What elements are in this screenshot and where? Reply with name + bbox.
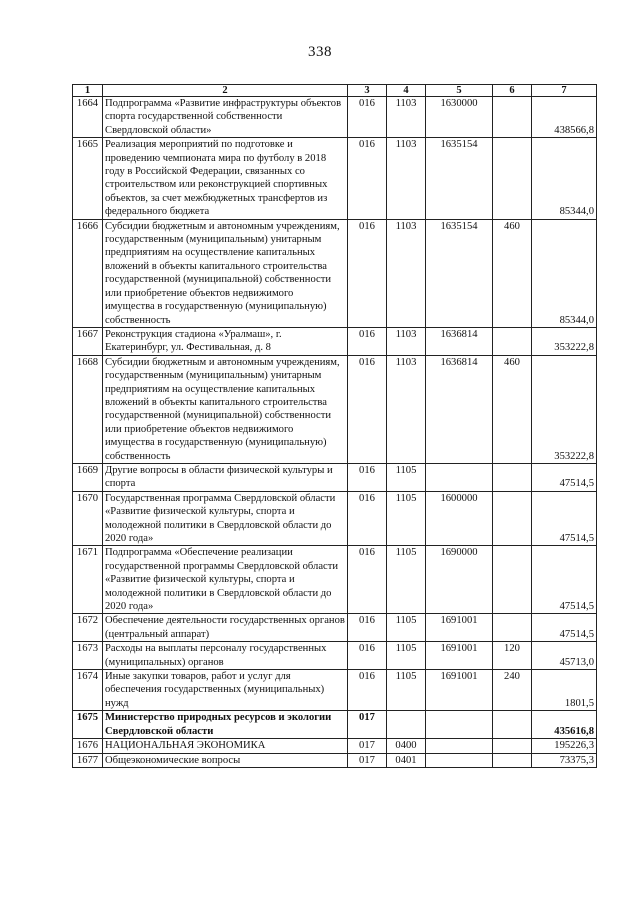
row-amount-cell: 47514,5	[532, 463, 597, 491]
row-expense-type-cell	[493, 97, 532, 138]
table-row	[73, 327, 597, 355]
budget-table	[72, 84, 597, 768]
row-number-cell: 1672	[73, 614, 103, 642]
header-col-2: 2	[103, 85, 348, 97]
row-amount-cell: 85344,0	[532, 138, 597, 219]
row-expense-type-cell	[493, 711, 532, 739]
row-ministry-code-cell: 016	[348, 670, 387, 711]
header-col-1: 1	[73, 85, 103, 97]
row-ministry-code-cell: 016	[348, 138, 387, 219]
row-section-code-cell: 1105	[387, 670, 426, 711]
row-target-code-cell: 1636814	[426, 355, 493, 463]
table-row	[73, 491, 597, 546]
row-target-code-cell	[426, 463, 493, 491]
row-expense-type-cell: 460	[493, 355, 532, 463]
row-amount-cell: 195226,3	[532, 739, 597, 753]
row-number-cell: 1664	[73, 97, 103, 138]
row-amount-cell: 47514,5	[532, 614, 597, 642]
row-number-cell: 1676	[73, 739, 103, 753]
row-amount-cell: 47514,5	[532, 546, 597, 614]
table-row	[73, 711, 597, 739]
row-ministry-code-cell: 017	[348, 711, 387, 739]
row-name-cell: Подпрограмма «Развитие инфраструктуры объектов спорта государственной собственности Свердловской области»	[103, 97, 348, 138]
row-target-code-cell: 1636814	[426, 327, 493, 355]
table-row	[73, 463, 597, 491]
table-body	[73, 97, 597, 768]
table-row	[73, 138, 597, 219]
row-ministry-code-cell: 016	[348, 642, 387, 670]
row-number-cell: 1669	[73, 463, 103, 491]
row-target-code-cell: 1691001	[426, 614, 493, 642]
row-expense-type-cell	[493, 753, 532, 767]
row-name-cell: Министерство природных ресурсов и экологии Свердловской области	[103, 711, 348, 739]
row-ministry-code-cell: 016	[348, 614, 387, 642]
header-col-7: 7	[532, 85, 597, 97]
row-expense-type-cell	[493, 614, 532, 642]
row-name-cell: Иные закупки товаров, работ и услуг для обеспечения государственных (муниципальных) нужд	[103, 670, 348, 711]
row-section-code-cell: 1105	[387, 546, 426, 614]
row-target-code-cell: 1635154	[426, 138, 493, 219]
header-col-5: 5	[426, 85, 493, 97]
row-ministry-code-cell: 016	[348, 463, 387, 491]
row-target-code-cell: 1691001	[426, 642, 493, 670]
row-number-cell: 1666	[73, 219, 103, 327]
row-expense-type-cell	[493, 327, 532, 355]
row-number-cell: 1665	[73, 138, 103, 219]
row-section-code-cell: 1103	[387, 327, 426, 355]
row-ministry-code-cell: 016	[348, 491, 387, 546]
row-name-cell: Государственная программа Свердловской области «Развитие физической культуры, спорта и молодежной политики в Свердловской области до 2020 года»	[103, 491, 348, 546]
header-col-6: 6	[493, 85, 532, 97]
row-amount-cell: 1801,5	[532, 670, 597, 711]
row-number-cell: 1677	[73, 753, 103, 767]
row-target-code-cell	[426, 739, 493, 753]
row-section-code-cell: 1105	[387, 491, 426, 546]
row-amount-cell: 85344,0	[532, 219, 597, 327]
row-target-code-cell: 1635154	[426, 219, 493, 327]
row-section-code-cell: 1103	[387, 97, 426, 138]
row-name-cell: Субсидии бюджетным и автономным учреждениям, государственным (муниципальным) унитарным предприятиям на осуществление капитальных вложений в объекты капитального строительства государственной (муниципальной) собственности или приобретение объектов недвижимого имущества в государственную (муниципальную) собственность	[103, 219, 348, 327]
row-amount-cell: 438566,8	[532, 97, 597, 138]
row-ministry-code-cell: 016	[348, 546, 387, 614]
row-name-cell: Субсидии бюджетным и автономным учреждениям, государственным (муниципальным) унитарным предприятиям на осуществление капитальных вложений в объекты капитального строительства государственной (муниципальной) собственности или приобретение объектов недвижимого имущества в государственную (муниципальную) собственность	[103, 355, 348, 463]
row-section-code-cell: 1103	[387, 219, 426, 327]
row-target-code-cell: 1630000	[426, 97, 493, 138]
row-number-cell: 1670	[73, 491, 103, 546]
row-expense-type-cell	[493, 463, 532, 491]
row-name-cell: Обеспечение деятельности государственных органов (центральный аппарат)	[103, 614, 348, 642]
row-name-cell: Другие вопросы в области физической культуры и спорта	[103, 463, 348, 491]
row-number-cell: 1667	[73, 327, 103, 355]
row-section-code-cell: 1103	[387, 355, 426, 463]
row-number-cell: 1673	[73, 642, 103, 670]
row-ministry-code-cell: 017	[348, 739, 387, 753]
row-expense-type-cell	[493, 491, 532, 546]
row-section-code-cell: 1103	[387, 138, 426, 219]
row-ministry-code-cell: 017	[348, 753, 387, 767]
table-row	[73, 614, 597, 642]
header-row	[73, 85, 597, 97]
row-ministry-code-cell: 016	[348, 355, 387, 463]
row-number-cell: 1675	[73, 711, 103, 739]
row-expense-type-cell: 240	[493, 670, 532, 711]
row-expense-type-cell: 460	[493, 219, 532, 327]
table-row	[73, 355, 597, 463]
row-ministry-code-cell: 016	[348, 219, 387, 327]
row-section-code-cell: 1105	[387, 614, 426, 642]
row-amount-cell: 47514,5	[532, 491, 597, 546]
row-section-code-cell: 1105	[387, 642, 426, 670]
row-amount-cell: 73375,3	[532, 753, 597, 767]
row-section-code-cell: 0400	[387, 739, 426, 753]
row-name-cell: Общеэкономические вопросы	[103, 753, 348, 767]
row-name-cell: Реализация мероприятий по подготовке и проведению чемпионата мира по футболу в 2018 году в Российской Федерации, связанных со строительством или реконструкцией спортивных объектов, за счет межбюджетных трансфертов из федерального бюджета	[103, 138, 348, 219]
row-amount-cell: 435616,8	[532, 711, 597, 739]
row-number-cell: 1671	[73, 546, 103, 614]
table-row	[73, 739, 597, 753]
row-target-code-cell: 1691001	[426, 670, 493, 711]
table-row	[73, 753, 597, 767]
row-number-cell: 1674	[73, 670, 103, 711]
table-header	[73, 85, 597, 97]
row-expense-type-cell	[493, 739, 532, 753]
row-ministry-code-cell: 016	[348, 97, 387, 138]
header-col-3: 3	[348, 85, 387, 97]
row-section-code-cell	[387, 711, 426, 739]
row-name-cell: Подпрограмма «Обеспечение реализации государственной программы Свердловской области «Развитие физической культуры, спорта и молодежной политики в Свердловской области до 2020 года»	[103, 546, 348, 614]
row-ministry-code-cell: 016	[348, 327, 387, 355]
row-target-code-cell: 1690000	[426, 546, 493, 614]
row-expense-type-cell: 120	[493, 642, 532, 670]
row-target-code-cell	[426, 711, 493, 739]
table-row	[73, 642, 597, 670]
table-row	[73, 219, 597, 327]
row-name-cell: НАЦИОНАЛЬНАЯ ЭКОНОМИКА	[103, 739, 348, 753]
row-amount-cell: 353222,8	[532, 355, 597, 463]
row-expense-type-cell	[493, 138, 532, 219]
table-row	[73, 546, 597, 614]
header-col-4: 4	[387, 85, 426, 97]
row-name-cell: Реконструкция стадиона «Уралмаш», г. Екатеринбург, ул. Фестивальная, д. 8	[103, 327, 348, 355]
table-row	[73, 670, 597, 711]
row-expense-type-cell	[493, 546, 532, 614]
row-amount-cell: 45713,0	[532, 642, 597, 670]
row-amount-cell: 353222,8	[532, 327, 597, 355]
row-section-code-cell: 1105	[387, 463, 426, 491]
row-number-cell: 1668	[73, 355, 103, 463]
page-number: 338	[308, 44, 332, 60]
table-row	[73, 97, 597, 138]
row-name-cell: Расходы на выплаты персоналу государственных (муниципальных) органов	[103, 642, 348, 670]
row-section-code-cell: 0401	[387, 753, 426, 767]
row-target-code-cell	[426, 753, 493, 767]
row-target-code-cell: 1600000	[426, 491, 493, 546]
